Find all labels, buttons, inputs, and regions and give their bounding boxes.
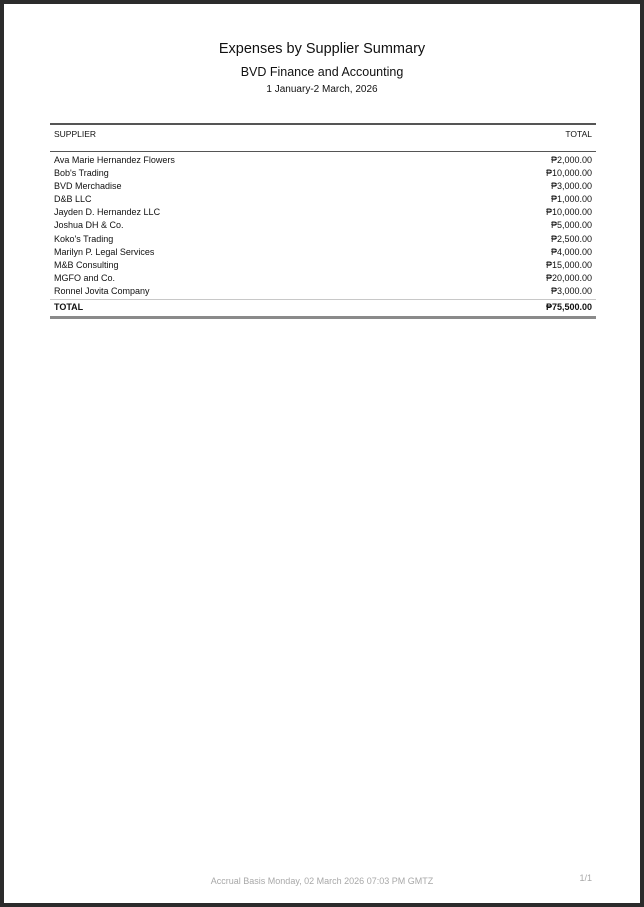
supplier-name: D&B LLC (54, 194, 92, 205)
supplier-total: ₱3,000.00 (550, 181, 592, 192)
supplier-name: Jayden D. Hernandez LLC (54, 207, 161, 218)
header-total: TOTAL (565, 129, 592, 139)
report-page (4, 4, 640, 903)
company-name: BVD Finance and Accounting (240, 65, 404, 79)
table-row (50, 233, 596, 246)
total-row (50, 299, 596, 316)
header-supplier: SUPPLIER (54, 129, 97, 139)
supplier-total: ₱2,500.00 (550, 233, 592, 244)
supplier-total: ₱1,000.00 (550, 194, 592, 205)
report-period: 1 January-2 March, 2026 (266, 84, 378, 95)
table-row (50, 272, 596, 285)
page-number: 1/1 (579, 873, 592, 883)
supplier-name: MGFO and Co. (54, 272, 116, 283)
supplier-name: Joshua DH & Co. (54, 220, 124, 231)
supplier-total: ₱10,000.00 (545, 207, 592, 218)
table-row (50, 285, 596, 298)
table-bottom-rule (50, 316, 596, 319)
supplier-name: BVD Merchadise (54, 181, 122, 192)
supplier-name: Ava Marie Hernandez Flowers (54, 155, 175, 165)
supplier-name: Koko's Trading (54, 233, 114, 244)
supplier-total: ₱15,000.00 (545, 259, 592, 270)
footer-basis: Accrual Basis Monday, 02 March 2026 07:03 PM GMTZ (210, 876, 434, 886)
table-row (50, 167, 596, 180)
report-table (50, 123, 596, 319)
supplier-total: ₱4,000.00 (550, 246, 592, 257)
table-row (50, 180, 596, 193)
table-header (50, 125, 596, 152)
table-row (50, 154, 596, 167)
supplier-name: Bob's Trading (54, 168, 109, 179)
supplier-total: ₱10,000.00 (545, 168, 592, 179)
supplier-total: ₱20,000.00 (545, 272, 592, 283)
supplier-total: ₱2,000.00 (550, 155, 592, 165)
table-row (50, 259, 596, 272)
supplier-name: Ronnel Jovita Company (54, 285, 150, 296)
table-row (50, 246, 596, 259)
supplier-total: ₱5,000.00 (550, 220, 592, 231)
table-row (50, 193, 596, 206)
supplier-name: Marilyn P. Legal Services (54, 246, 155, 257)
table-rows (50, 152, 596, 298)
supplier-name: M&B Consulting (54, 259, 119, 270)
supplier-total: ₱3,000.00 (550, 285, 592, 296)
total-label: TOTAL (54, 302, 84, 313)
table-row (50, 206, 596, 219)
report-title: Expenses by Supplier Summary (218, 41, 426, 57)
total-value: ₱75,500.00 (545, 302, 592, 313)
table-row (50, 219, 596, 232)
